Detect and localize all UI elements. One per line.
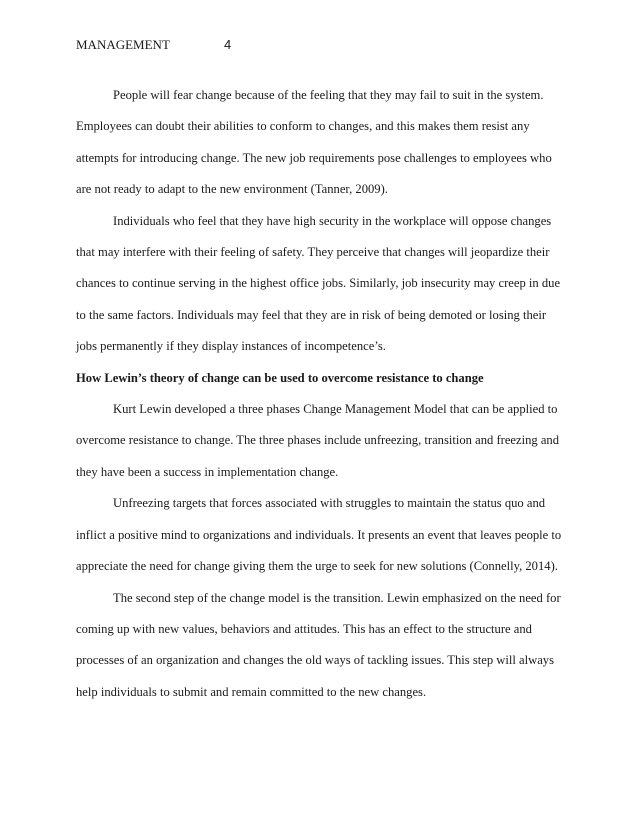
page-header xyxy=(76,37,232,53)
paragraph: People will fear change because of the feeling that they may fail to suit in the system. Employees can doubt their abilities to conform to changes, and this makes them resist any attempts for introducing change. The new job requirements pose challenges to employees who are not ready to adapt to the new environment (Tanner, 2009). xyxy=(76,88,552,197)
running-head: MANAGEMENT xyxy=(76,37,170,52)
paragraph: Kurt Lewin developed a three phases Change Management Model that can be applied to overcome resistance to change. The three phases include unfreezing, transition and freezing and they have been a success in implementation change. xyxy=(76,402,560,479)
paragraph: Individuals who feel that they have high security in the workplace will oppose changes that may interfere with their feeling of safety. They perceive that changes will jeopardize their chances to continue serving in the highest office jobs. Similarly, job insecurity may creep in due to the same factors. Individuals may feel that they are in risk of being demoted or losing their jobs permanently if they display instances of incompetence’s. xyxy=(76,213,561,354)
page-number: 4 xyxy=(224,37,232,52)
section-heading: How Lewin’s theory of change can be used to overcome resistance to change xyxy=(76,370,484,385)
paragraph: The second step of the change model is the transition. Lewin emphasized on the need for coming up with new values, behaviors and attitudes. This has an effect to the structure and processes of an organization and changes the old ways of tackling issues. This step will always help individuals to submit and remain committed to the new changes. xyxy=(76,590,561,699)
paragraph: Unfreezing targets that forces associated with struggles to maintain the status quo and inflict a positive mind to organizations and individuals. It presents an event that leaves people to appreciate the need for change giving them the urge to seek for new solutions (Connelly, 2014). xyxy=(76,496,562,574)
document-body xyxy=(76,80,566,708)
